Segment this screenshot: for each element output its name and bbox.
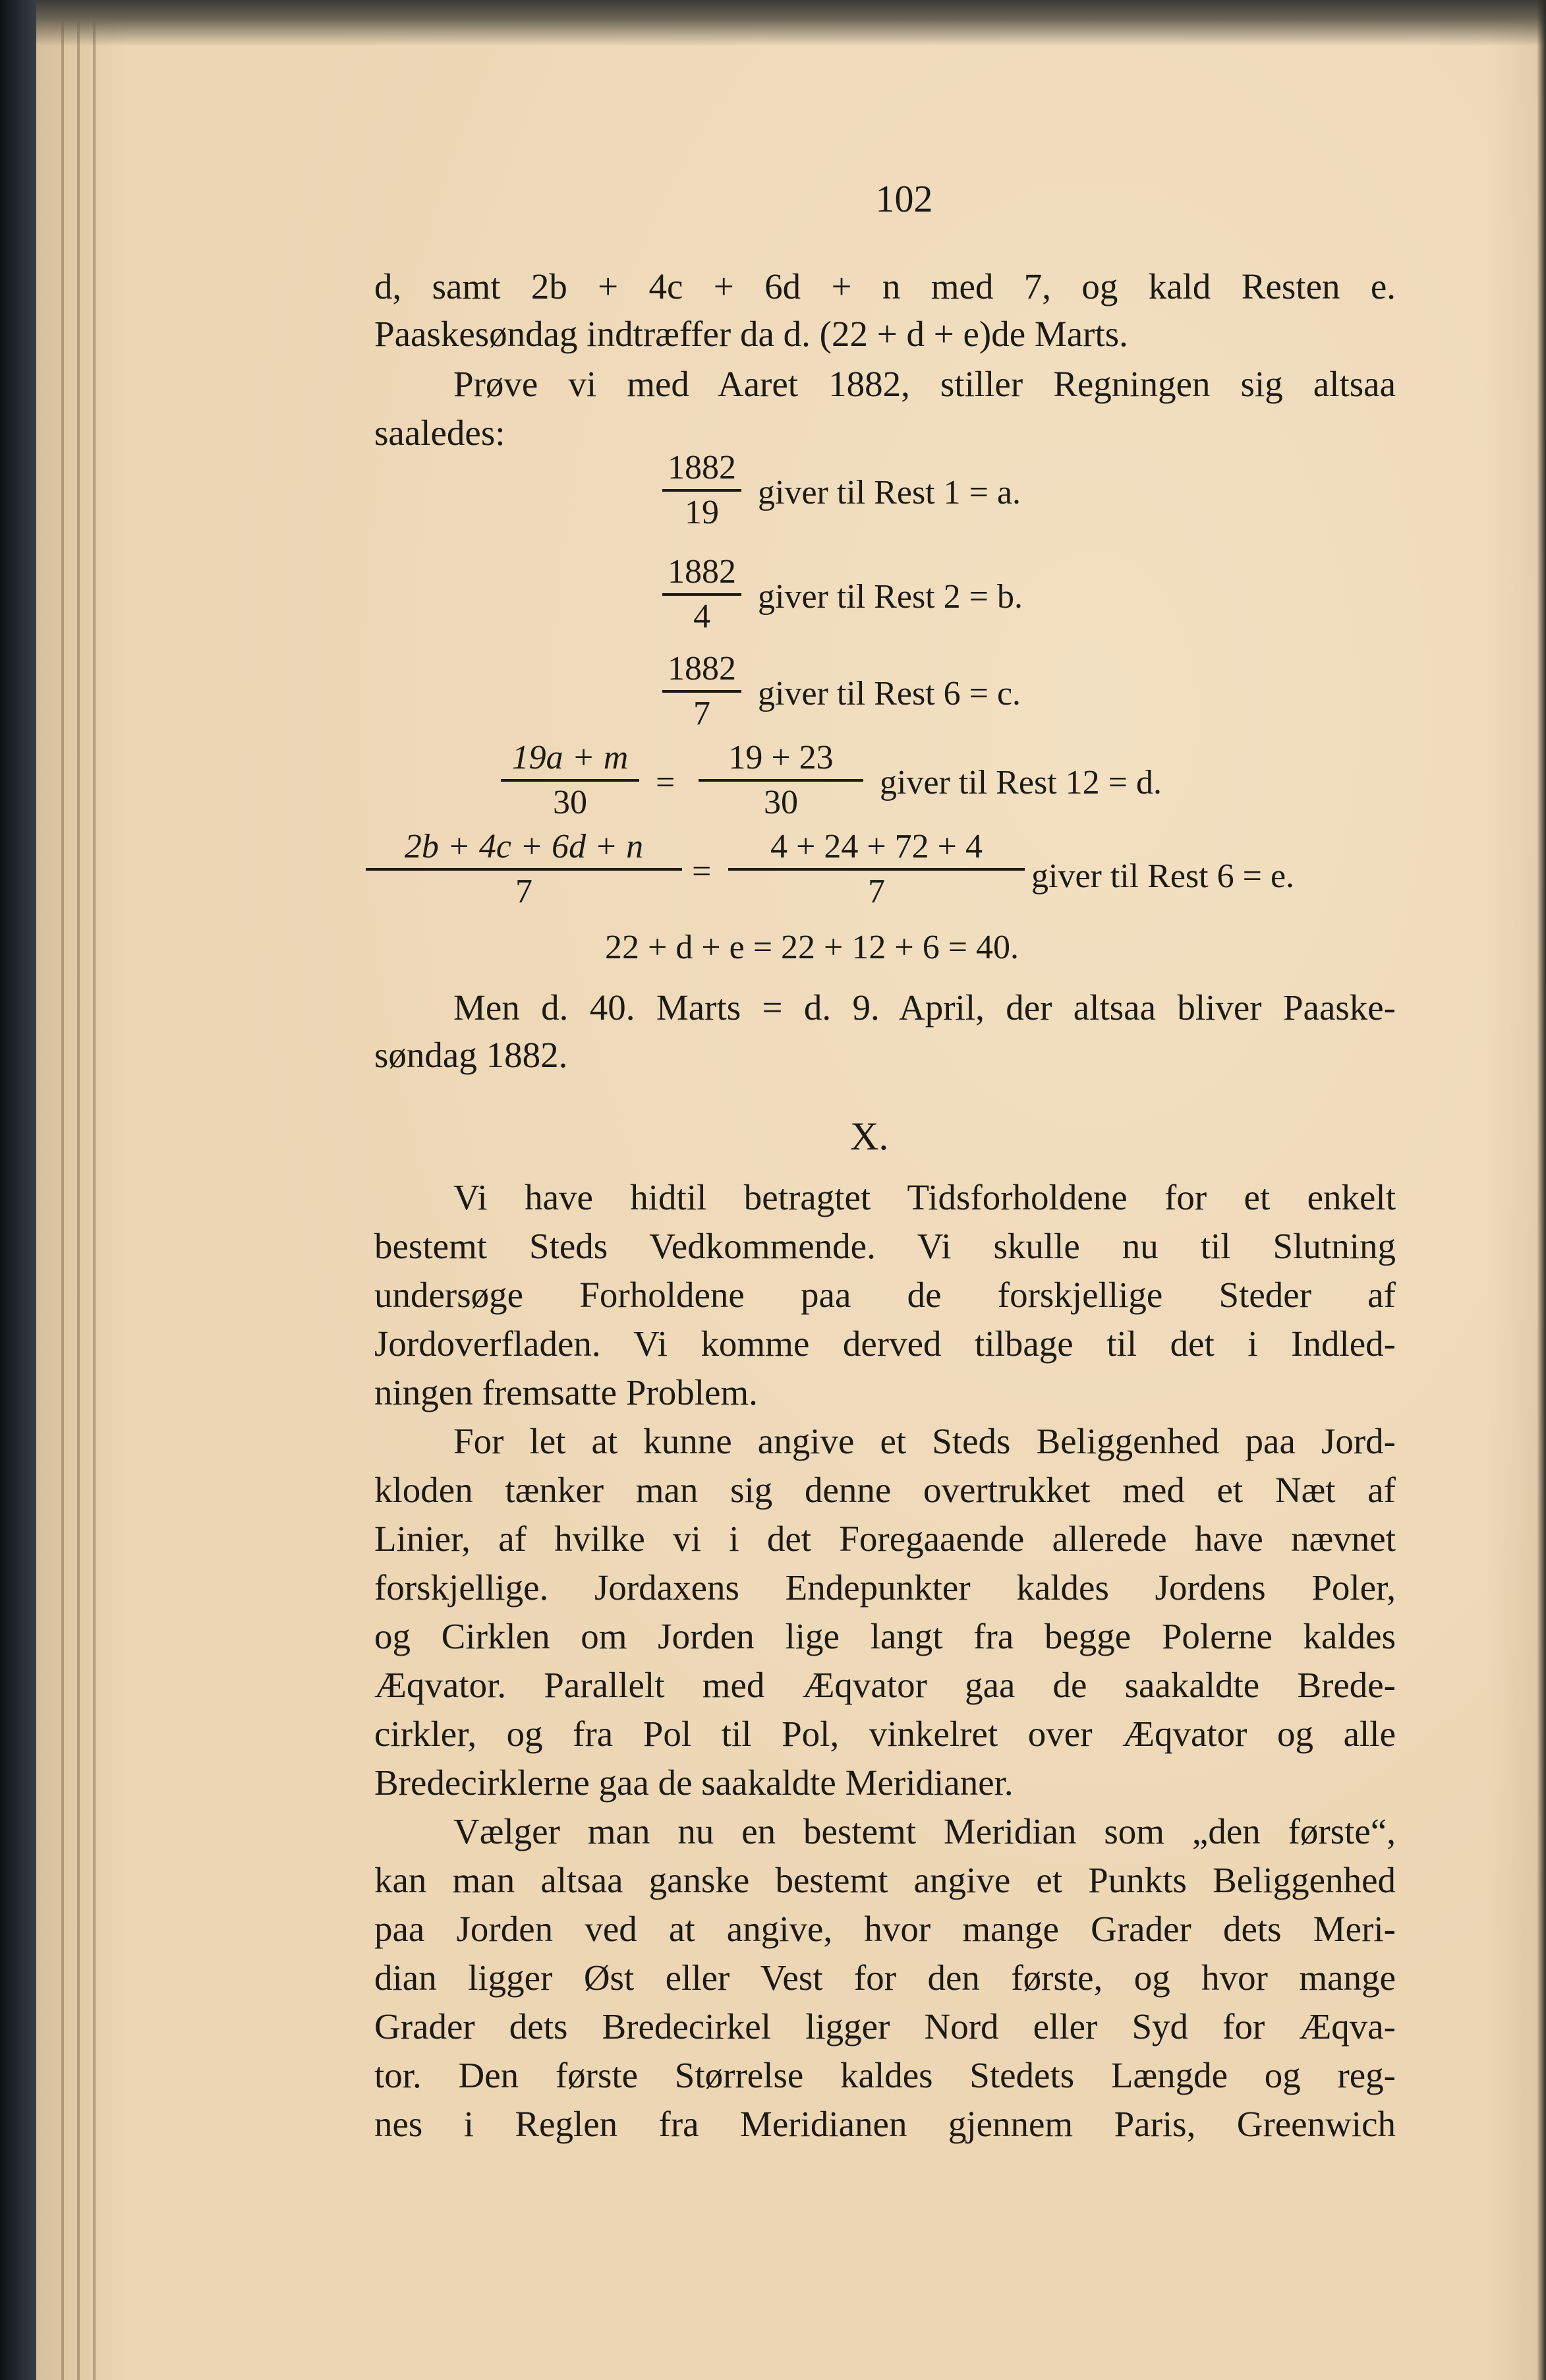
text-line: bestemt Steds Vedkommende. Vi skulle nu til Slutning — [374, 1226, 1396, 1266]
sum-equation: 22 + d + e = 22 + 12 + 6 = 40. — [605, 929, 1019, 966]
numerator: 1882 — [668, 449, 736, 486]
fraction-bar — [662, 593, 741, 596]
text-line: tor. Den første Størrelse kaldes Stedets Længde og reg- — [374, 2055, 1396, 2095]
text-line: nes i Reglen fra Meridianen gjennem Paris, Greenwich — [374, 2104, 1396, 2144]
page-edge — [61, 20, 64, 2380]
equals-sign: = — [692, 853, 712, 890]
denominator: 30 — [553, 784, 587, 821]
numerator: 1882 — [668, 553, 736, 591]
fraction-bar — [728, 868, 1025, 871]
text-line: kan man altsaa ganske bestemt angive et Punkts Beliggenhed — [374, 1860, 1396, 1900]
numerator: 19 + 23 — [728, 739, 834, 776]
numerator: 4 + 24 + 72 + 4 — [770, 828, 983, 865]
section-heading: X. — [850, 1115, 889, 1158]
page-edge — [77, 20, 80, 2380]
text-line: Linier, af hvilke vi i det Foregaaende allerede have nævnet — [374, 1519, 1396, 1559]
text-line: Bredecirklerne gaa de saakaldte Meridianer. — [374, 1762, 1014, 1803]
fraction — [662, 448, 741, 533]
book-binding — [0, 0, 40, 2380]
text-line: og Cirklen om Jorden lige langt fra begge Polerne kaldes — [374, 1616, 1396, 1656]
fraction — [366, 827, 682, 912]
text-line: For let at kunne angive et Steds Beliggenhed paa Jord- — [453, 1421, 1396, 1461]
numerator: 19a + m — [511, 739, 629, 776]
page-top-shadow — [36, 0, 1546, 46]
text-line: Grader dets Bredecirkel ligger Nord eller Syd for Æqva- — [374, 2006, 1396, 2046]
fraction-bar — [699, 779, 863, 782]
text-line: dian ligger Øst eller Vest for den første, og hvor mange — [374, 1958, 1396, 1998]
text-line: Vælger man nu en bestemt Meridian som „den første“, — [453, 1811, 1396, 1851]
numerator: 1882 — [668, 650, 736, 687]
result-text: giver til Rest 12 = d. — [880, 764, 1162, 801]
result-text: giver til Rest 6 = e. — [1031, 857, 1295, 895]
text-line: undersøge Forholdene paa de forskjellige Steder af — [374, 1275, 1396, 1315]
page-edge — [93, 20, 96, 2380]
result-text: giver til Rest 1 = a. — [758, 474, 1021, 511]
result-text: giver til Rest 2 = b. — [758, 578, 1023, 616]
text-line: cirkler, og fra Pol til Pol, vinkelret over Æqvator og alle — [374, 1714, 1396, 1754]
fraction — [728, 827, 1025, 912]
text-line: Men d. 40. Marts = d. 9. April, der altsaa bliver Paaske- — [453, 987, 1396, 1028]
fraction-bar — [662, 489, 741, 492]
fraction-bar — [366, 868, 682, 871]
denominator: 19 — [685, 494, 719, 531]
text-line: Paaskesøndag indtræffer da d. (22 + d + e)de Marts. — [374, 314, 1128, 354]
page-number: 102 — [875, 177, 933, 220]
equals-sign: = — [656, 764, 675, 801]
fraction — [699, 738, 863, 823]
fraction — [662, 552, 741, 637]
text-line: paa Jorden ved at angive, hvor mange Grader dets Meri- — [374, 1909, 1396, 1949]
text-line: saaledes: — [374, 413, 505, 453]
page-right-shadow — [1537, 0, 1546, 2380]
text-line: ningen fremsatte Problem. — [374, 1372, 758, 1412]
text-line: Prøve vi med Aaret 1882, stiller Regningen sig altsaa — [453, 364, 1396, 404]
denominator: 4 — [693, 598, 710, 635]
denominator: 7 — [515, 873, 532, 910]
fraction-bar — [662, 690, 741, 693]
text-line: forskjellige. Jordaxens Endepunkter kaldes Jordens Poler, — [374, 1567, 1396, 1608]
fraction — [501, 738, 639, 823]
text-line: d, samt 2b + 4c + 6d + n med 7, og kald Resten e. — [374, 266, 1396, 306]
text-line: Jordoverfladen. Vi komme derved tilbage til det i Indled- — [374, 1323, 1396, 1364]
text-line: kloden tænker man sig denne overtrukket med et Næt af — [374, 1470, 1396, 1510]
result-text: giver til Rest 6 = c. — [758, 675, 1021, 712]
denominator: 7 — [693, 695, 710, 732]
denominator: 30 — [764, 784, 798, 821]
fraction — [662, 649, 741, 734]
text-line: Æqvator. Parallelt med Æqvator gaa de saakaldte Brede- — [374, 1665, 1396, 1705]
denominator: 7 — [868, 873, 885, 910]
numerator: 2b + 4c + 6d + n — [404, 828, 644, 865]
fraction-bar — [501, 779, 639, 782]
text-line: søndag 1882. — [374, 1035, 568, 1075]
text-line: Vi have hidtil betragtet Tidsforholdene for et enkelt — [453, 1177, 1396, 1217]
